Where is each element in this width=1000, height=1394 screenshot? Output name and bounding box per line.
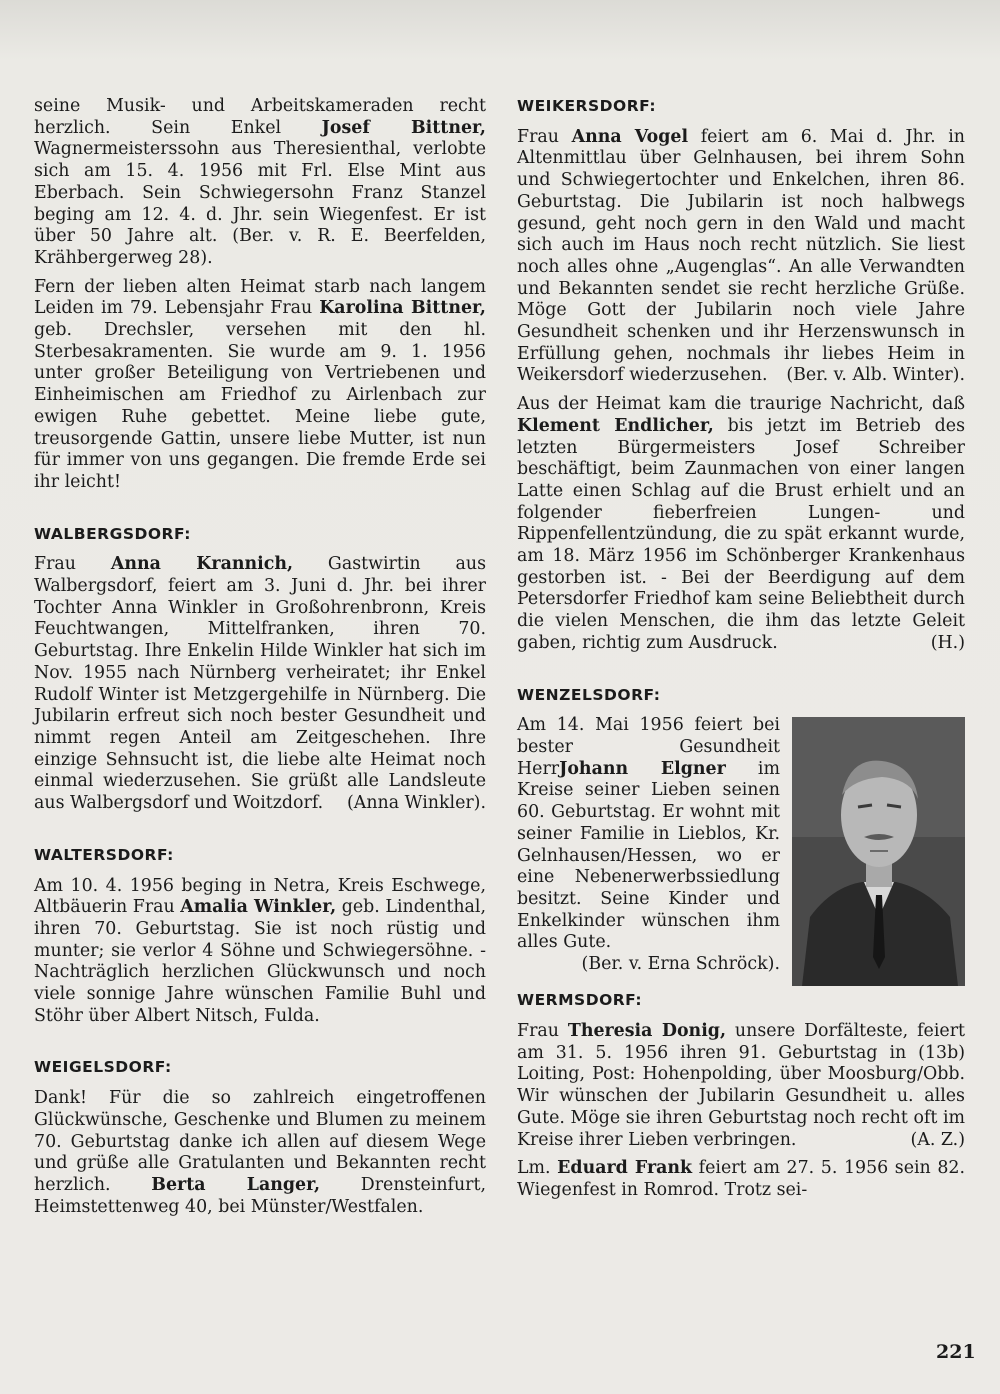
person-name: Johann Elgner	[559, 758, 726, 779]
text-run: Fern der lieben alten Heimat starb nach langem Leiden im 79. Lebensjahr Frau	[34, 276, 486, 319]
section-heading: WENZELSDORF:	[517, 685, 661, 704]
section-heading: WALTERSDORF:	[34, 845, 174, 864]
text-run: bis jetzt im Betrieb des letzten Bürgermeisters Josef Schreiber beschäftigt, beim Zaunmachen von einer langen Latte einen Schlag auf die Brust erhielt und an folgender fieberfreien Lungen- und Rippenfellentzündung, die zu spät erkannt wurde, am 18. März 1956 im Schönberger Krankenhaus gestorben ist. - Bei der Beerdigung auf dem Petersdorfer Friedhof kam seine Beliebtheit durch die vielen Menschen, die ihm das letzte Geleit gaben, richtig zum Ausdruck.	[517, 415, 965, 653]
portrait-illustration	[792, 717, 965, 986]
person-name: Eduard Frank	[557, 1158, 693, 1179]
paragraph	[517, 127, 965, 387]
author-signature: (Anna Winkler).	[347, 793, 486, 814]
section-heading: WERMSDORF:	[517, 991, 643, 1010]
person-name: Karolina Bittner,	[319, 298, 486, 319]
person-name: Josef Bittner,	[321, 117, 486, 138]
section-heading: WEIGELSDORF:	[34, 1058, 172, 1077]
person-name: Klement Endlicher,	[517, 415, 714, 436]
paragraph	[517, 1158, 965, 1201]
paragraph	[517, 394, 965, 654]
text-run: Frau	[517, 126, 572, 147]
right-column	[517, 96, 965, 1209]
text-run: feiert am 6. Mai d. Jhr. in Altenmittlau über Gelnhausen, bei ihrem Sohn und Schwiegertochter und Enkelchen, ihren 86. Geburtstag. Die Jubilarin ist noch halbwegs gesund, geht noch gern in den Wald und macht sich auch im Haus noch recht nützlich. Sie liest noch alles ohne „Augenglas“. An alle Verwandten und Bekannten sendet sie recht herzliche Grüße. Möge Gott der Jubilarin noch viele Jahre Gesundheit schenken und ihr Herzenswunsch in Erfüllung gehen, nochmals ihr liebes Heim in Weikersdorf wiederzusehen.	[517, 126, 966, 386]
paragraph	[34, 554, 486, 814]
text-run: im Kreise seiner Lieben seinen 60. Geburtstag. Er wohnt mit seiner Familie in Lieblos, Kr. Gelnhausen/Hessen, wo er eine Nebenerwerbssiedlung besitzt. Seine Kinder und Enkelkinder wünschen ihm alles Gute.	[517, 758, 780, 953]
person-name: Anna Krannich,	[110, 554, 294, 575]
person-name: Amalia Winkler,	[180, 897, 337, 918]
text-run: Frau	[517, 1020, 568, 1041]
paragraph	[34, 96, 486, 270]
text-run: Frau	[34, 554, 111, 575]
text-run: Am 14. Mai 1956 feiert bei bester Gesundheit Herr	[517, 715, 780, 779]
author-signature: (Ber. v. Erna Schröck).	[581, 954, 780, 975]
text-run: Am 10. 4. 1956 beging in Netra, Kreis Eschwege, Altbäuerin Frau	[34, 875, 486, 918]
text-run: Wagnermeisterssohn aus Theresienthal, verlobte sich am 15. 4. 1956 mit Frl. Else Mint aus Eberbach. Sein Schwiegersohn Franz Stanzel beging am 12. 4. d. Jhr. sein Wiegenfest. Er ist über 50 Jahre alt. (Ber. v. R. E. Beerfelden, Krähbergerweg 28).	[34, 139, 486, 268]
text-run: Dank! Für die so zahlreich eingetroffenen Glückwünsche, Geschenke und Blumen zu meinem 70. Geburtstag danke ich allen auf diesem Wege und grüße alle Gratulanten und Bekannten recht herzlich.	[34, 1088, 486, 1195]
author-signature: (A. Z.)	[910, 1129, 965, 1150]
left-column	[34, 96, 486, 1225]
text-run: geb. Drechsler, versehen mit den hl. Sterbesakramenten. Sie wurde am 9. 1. 1956 unter großer Beteiligung von Vertriebenen und Einheimischen am Friedhof zu Airlenbach zur ewigen Ruhe gebettet. Meine liebe gute, treusorgende Gattin, unsere liebe Mutter, ist nun für immer von uns gegangen. Die fremde Erde sei ihr leicht!	[34, 320, 486, 492]
text-run: Gastwirtin aus Walbergsdorf, feiert am 3. Juni d. Jhr. bei ihrer Tochter Anna Winkler in Großohrenbronn, Kreis Feuchtwangen, Mittelfranken, ihren 70. Geburtstag. Ihre Enkelin Hilde Winkler hat sich im Nov. 1955 nach Nürnberg verheiratet; ihr Enkel Rudolf Winter ist Metzgergehilfe in Nürnberg. Die Jubilarin erfreut sich noch bester Gesundheit und nimmt regen Anteil am Zeitgeschehen. Ihre einzige Sehnsucht ist, die liebe alte Heimat noch einmal wiederzusehen. Sie grüßt alle Landsleute aus Walbergsdorf und Woitzdorf.	[34, 554, 486, 814]
paragraph	[34, 1088, 486, 1218]
text-run: seine Musik- und Arbeitskameraden recht herzlich. Sein Enkel	[34, 96, 486, 138]
portrait-photo	[792, 717, 965, 986]
paragraph	[34, 277, 486, 494]
author-signature: (H.)	[930, 632, 965, 653]
paragraph	[34, 876, 486, 1028]
page-number: 221	[936, 1341, 976, 1363]
text-run: Aus der Heimat kam die traurige Nachricht, daß	[517, 394, 965, 415]
section-heading: WALBERGSDORF:	[34, 524, 191, 543]
text-run: Lm.	[517, 1158, 558, 1179]
text-run: unsere Dorfälteste, feiert am 31. 5. 1956 ihren 91. Geburtstag in (13b) Loiting, Post: Hohenpolding, über Moosburg/Obb. Wir wünschen der Jubilarin Gesundheit u. alles Gute. Möge sie ihren Geburtstag noch recht oft im Kreise ihrer Lieben verbringen.	[517, 1020, 965, 1150]
person-name: Berta Langer,	[151, 1174, 321, 1195]
person-name: Theresia Donig,	[567, 1020, 727, 1041]
text-run: Drensteinfurt, Heimstettenweg 40, bei Münster/Westfalen.	[34, 1174, 486, 1217]
person-name: Anna Vogel	[571, 126, 689, 147]
text-run: feiert am 27. 5. 1956 sein 82. Wiegenfest in Romrod. Trotz sei-	[517, 1158, 965, 1200]
section-heading: WEIKERSDORF:	[517, 97, 657, 115]
text-run: geb. Lindenthal, ihren 70. Geburtstag. Sie ist noch rüstig und munter; sie verlor 4 Söhne und Schwiegersöhne. - Nachträglich herzlichen Glückwunsch und noch viele sonnige Jahre wünschen Familie Buhl und Stöhr über Albert Nitsch, Fulda.	[34, 897, 486, 1026]
paragraph	[517, 1021, 965, 1151]
author-signature: (Ber. v. Alb. Winter).	[786, 365, 965, 386]
